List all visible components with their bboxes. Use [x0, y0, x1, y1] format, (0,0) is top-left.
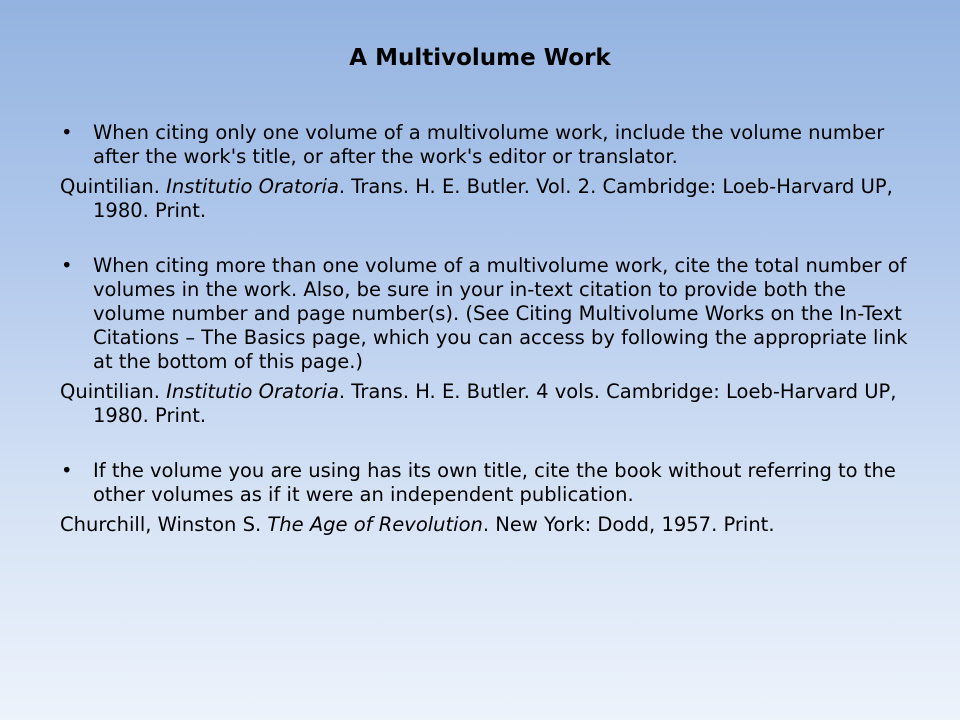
citation-work-title: Institutio Oratoria [166, 380, 339, 403]
bullet-icon: • [61, 254, 73, 277]
citation-details: . New York: Dodd, 1957. Print. [482, 513, 775, 536]
citation-details: . Trans. H. E. Butler. Vol. 2. Cambridge: Loeb-Harvard UP, 1980. Print. [93, 175, 893, 222]
bullet-point [60, 254, 920, 374]
citation-example [60, 513, 920, 537]
section-spacer [60, 428, 920, 459]
citation-work-title: Institutio Oratoria [166, 175, 339, 198]
citation-author: Quintilian. [60, 380, 167, 403]
citation-details: . Trans. H. E. Butler. 4 vols. Cambridge: Loeb-Harvard UP, 1980. Print. [93, 380, 897, 427]
citation-work-title: The Age of Revolution [267, 513, 483, 536]
slide-body [60, 121, 920, 537]
citation-author: Churchill, Winston S. [60, 513, 268, 536]
bullet-text: When citing only one volume of a multivolume work, include the volume number after the work's title, or after the work's editor or translator. [93, 121, 885, 168]
bullet-text: If the volume you are using has its own title, cite the book without referring to the other volumes as if it were an independent publication. [93, 459, 896, 506]
citation-example [60, 380, 920, 428]
bullet-point [60, 121, 920, 169]
bullet-point [60, 459, 920, 507]
bullet-icon: • [61, 459, 73, 482]
citation-author: Quintilian. [60, 175, 167, 198]
bullet-text: When citing more than one volume of a multivolume work, cite the total number of volumes in the work. Also, be sure in your in-text citation to provide both the volume number and page number(s). (See Citing Multivolume Works on the In-Text Citations – The Basics page, which you can access by following the appropriate link at the bottom of this page.) [93, 254, 908, 373]
citation-example [60, 175, 920, 223]
bullet-icon: • [61, 121, 73, 144]
slide-title: A Multivolume Work [349, 45, 611, 71]
section-spacer [60, 223, 920, 254]
